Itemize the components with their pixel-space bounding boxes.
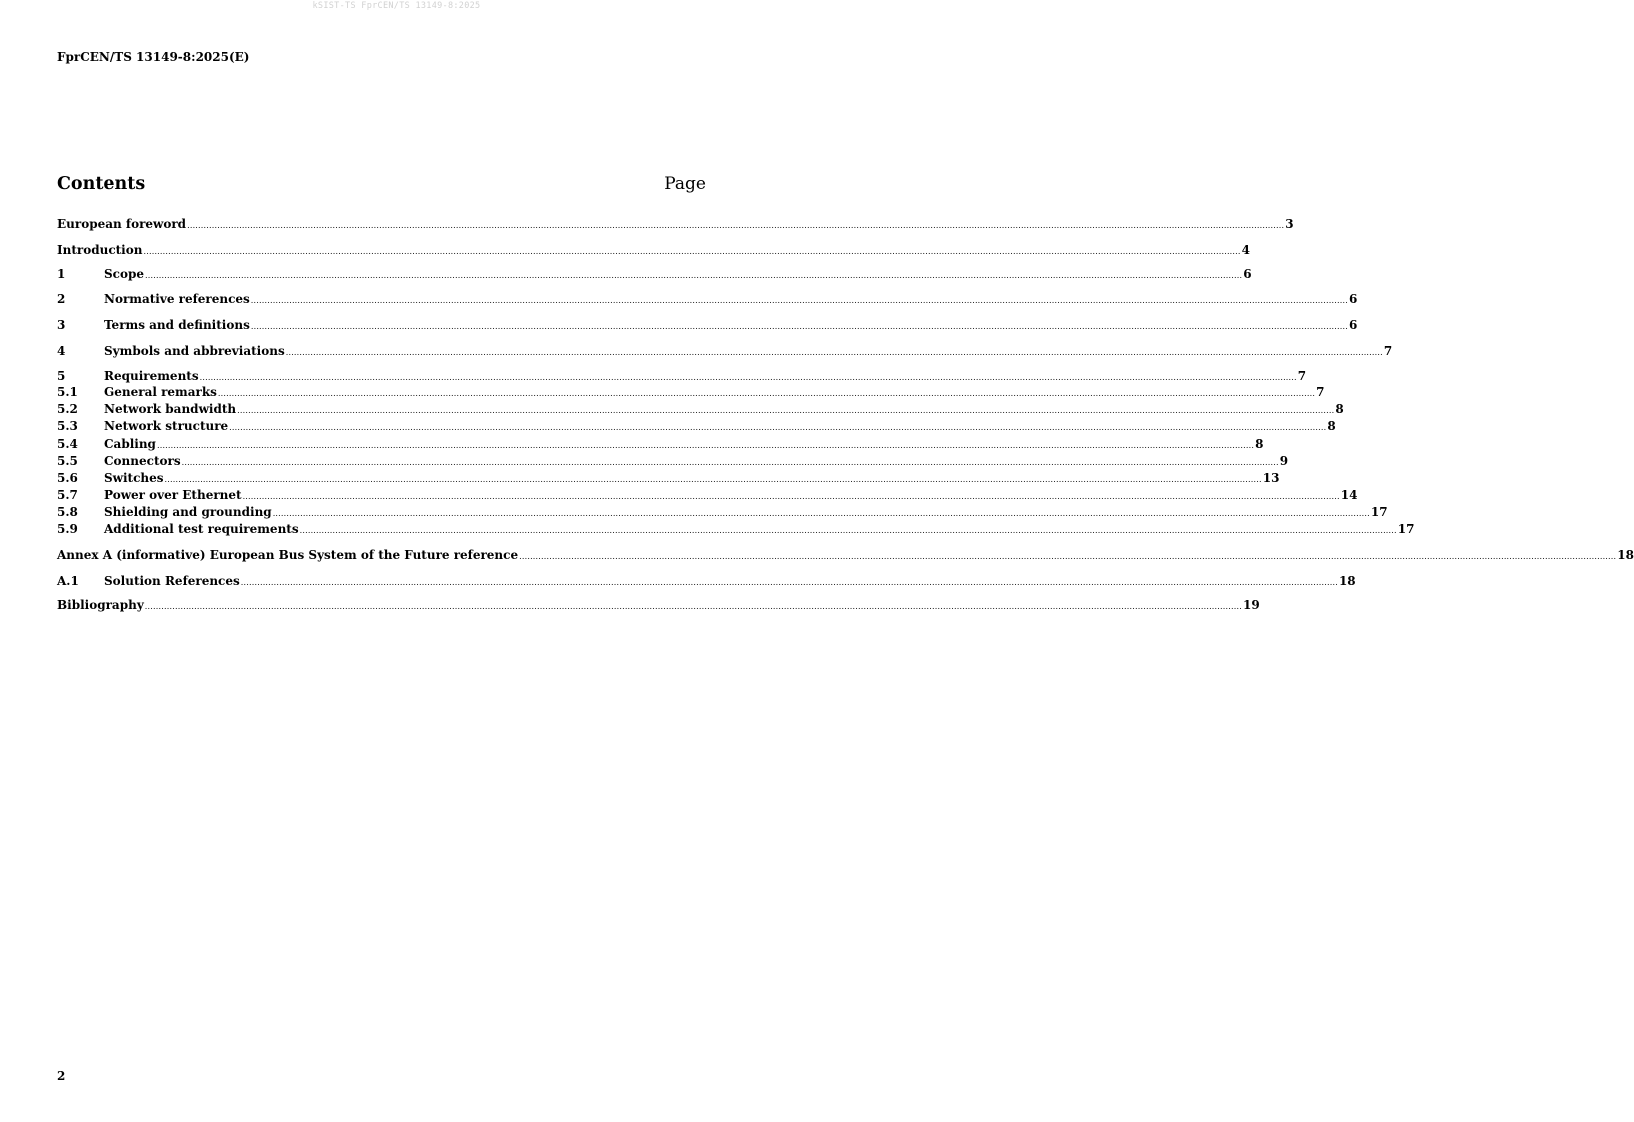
toc-entry[interactable]	[57, 573, 1356, 589]
toc-entry-title: Introduction	[57, 243, 143, 257]
toc-entry-title: Cabling	[104, 437, 156, 451]
toc-entry[interactable]	[57, 547, 1634, 563]
toc-entry-page: 6	[1243, 267, 1252, 281]
document-id: FprCEN/TS 13149-8:2025(E)	[57, 50, 250, 64]
toc-entry-title: Power over Ethernet	[104, 488, 242, 502]
page-number: 2	[57, 1069, 66, 1083]
toc-entry[interactable]	[57, 521, 1415, 537]
toc-entry[interactable]	[57, 242, 1251, 258]
toc-entry-title: Shielding and grounding	[104, 505, 272, 519]
toc-dot-leader: ................................................................................................................................................................................................................................................................................................................................................................................................................	[156, 441, 1255, 450]
toc-entry-page: 8	[1255, 437, 1264, 451]
toc-entry[interactable]	[57, 470, 1280, 486]
toc-entry[interactable]	[57, 343, 1393, 359]
page-column-label: Page	[664, 174, 706, 194]
toc-entry-page: 13	[1262, 471, 1280, 485]
toc-entry-number: 1	[57, 267, 66, 281]
toc-entry[interactable]	[57, 368, 1307, 384]
toc-entry-number: 2	[57, 292, 66, 306]
toc-dot-leader: ................................................................................................................................................................................................................................................................................................................................................................................................................	[145, 271, 1243, 280]
toc-dot-leader: ................................................................................................................................................................................................................................................................................................................................................................................................................	[299, 526, 1397, 535]
toc-entry-title: Solution References	[104, 574, 240, 588]
toc-entry-number: 4	[57, 344, 66, 358]
toc-entry-number: 5.7	[57, 488, 78, 502]
toc-entry-page: 18	[1338, 574, 1356, 588]
toc-entry-page: 6	[1349, 318, 1358, 332]
toc-entry-number: 5.4	[57, 437, 78, 451]
toc-entry[interactable]	[57, 317, 1358, 333]
toc-entry[interactable]	[57, 384, 1325, 400]
toc-entry-number: 5.2	[57, 402, 78, 416]
toc-entry[interactable]	[57, 597, 1260, 613]
toc-dot-leader: ................................................................................................................................................................................................................................................................................................................................................................................................................	[144, 602, 1242, 611]
toc-entry-number: 5.5	[57, 454, 78, 468]
toc-entry-page: 7	[1297, 369, 1307, 383]
toc-entry-page: 18	[1617, 548, 1634, 562]
toc-entry-number: 5	[57, 369, 66, 383]
toc-dot-leader: ................................................................................................................................................................................................................................................................................................................................................................................................................	[242, 492, 1340, 501]
toc-dot-leader: ................................................................................................................................................................................................................................................................................................................................................................................................................	[285, 348, 1383, 357]
toc-dot-leader: ................................................................................................................................................................................................................................................................................................................................................................................................................	[272, 509, 1370, 518]
toc-entry-title: Terms and definitions	[104, 318, 250, 332]
toc-entry-number: 3	[57, 318, 66, 332]
toc-entry-number: 5.8	[57, 505, 78, 519]
toc-entry[interactable]	[57, 266, 1252, 282]
toc-dot-leader: ................................................................................................................................................................................................................................................................................................................................................................................................................	[217, 389, 1316, 398]
toc-dot-leader: ................................................................................................................................................................................................................................................................................................................................................................................................................	[250, 322, 1349, 331]
toc-entry-title: Network structure	[104, 419, 229, 433]
toc-entry-title: Requirements	[104, 369, 199, 383]
watermark: kSIST-TS FprCEN/TS 13149-8:2025	[312, 1, 481, 11]
contents-title: Contents	[57, 174, 146, 194]
toc-dot-leader: ................................................................................................................................................................................................................................................................................................................................................................................................................	[240, 578, 1338, 587]
toc-entry-number: 5.9	[57, 522, 78, 536]
toc-entry-page: 17	[1370, 505, 1388, 519]
toc-entry-page: 9	[1279, 454, 1289, 468]
toc-entry-page: 14	[1340, 488, 1358, 502]
toc-entry[interactable]	[57, 401, 1344, 417]
toc-entry-page: 8	[1327, 419, 1336, 433]
toc-dot-leader: ................................................................................................................................................................................................................................................................................................................................................................................................................	[229, 423, 1327, 432]
toc-entry-number: 5.6	[57, 471, 78, 485]
toc-entry-number: A.1	[57, 574, 79, 588]
toc-entry[interactable]	[57, 216, 1294, 232]
toc-entry-title: Connectors	[104, 454, 181, 468]
toc-entry-title: Scope	[104, 267, 145, 281]
toc-entry-page: 4	[1241, 243, 1251, 257]
contents-heading	[57, 173, 706, 195]
toc-entry-page: 7	[1316, 385, 1325, 399]
toc-entry-page: 19	[1242, 598, 1260, 612]
toc-dot-leader: ................................................................................................................................................................................................................................................................................................................................................................................................................	[237, 406, 1335, 415]
toc-entry-title: Annex A (informative) European Bus System of the Future reference	[57, 548, 519, 562]
toc-entry-page: 7	[1383, 344, 1393, 358]
toc-dot-leader: ................................................................................................................................................................................................................................................................................................................................................................................................................	[164, 475, 1262, 484]
toc-dot-leader: ................................................................................................................................................................................................................................................................................................................................................................................................................	[187, 221, 1285, 230]
toc-entry-title: Normative references	[104, 292, 250, 306]
toc-entry-page: 17	[1397, 522, 1415, 536]
toc-entry-title: European foreword	[57, 217, 187, 231]
toc-entry-page: 6	[1348, 292, 1358, 306]
toc-entry-title: Additional test requirements	[104, 522, 299, 536]
toc-entry-number: 5.1	[57, 385, 78, 399]
toc-entry-title: Bibliography	[57, 598, 144, 612]
toc-entry-title: Symbols and abbreviations	[104, 344, 285, 358]
toc-dot-leader: ................................................................................................................................................................................................................................................................................................................................................................................................................	[181, 458, 1279, 467]
toc-entry-title: General remarks	[104, 385, 217, 399]
toc-entry-page: 8	[1335, 402, 1344, 416]
toc-entry[interactable]	[57, 418, 1336, 434]
toc-entry-title: Switches	[104, 471, 164, 485]
toc-entry[interactable]	[57, 291, 1358, 307]
toc-dot-leader: ................................................................................................................................................................................................................................................................................................................................................................................................................	[199, 373, 1297, 382]
toc-dot-leader: ................................................................................................................................................................................................................................................................................................................................................................................................................	[143, 247, 1241, 256]
toc-entry[interactable]	[57, 453, 1289, 469]
toc-entry[interactable]	[57, 504, 1388, 520]
toc-entry[interactable]	[57, 436, 1264, 452]
toc-dot-leader: ................................................................................................................................................................................................................................................................................................................................................................................................................	[519, 552, 1617, 561]
toc-entry-number: 5.3	[57, 419, 78, 433]
toc-dot-leader: ................................................................................................................................................................................................................................................................................................................................................................................................................	[250, 296, 1348, 305]
toc-entry-title: Network bandwidth	[104, 402, 237, 416]
toc-entry[interactable]	[57, 487, 1358, 503]
toc-entry-page: 3	[1285, 217, 1294, 231]
